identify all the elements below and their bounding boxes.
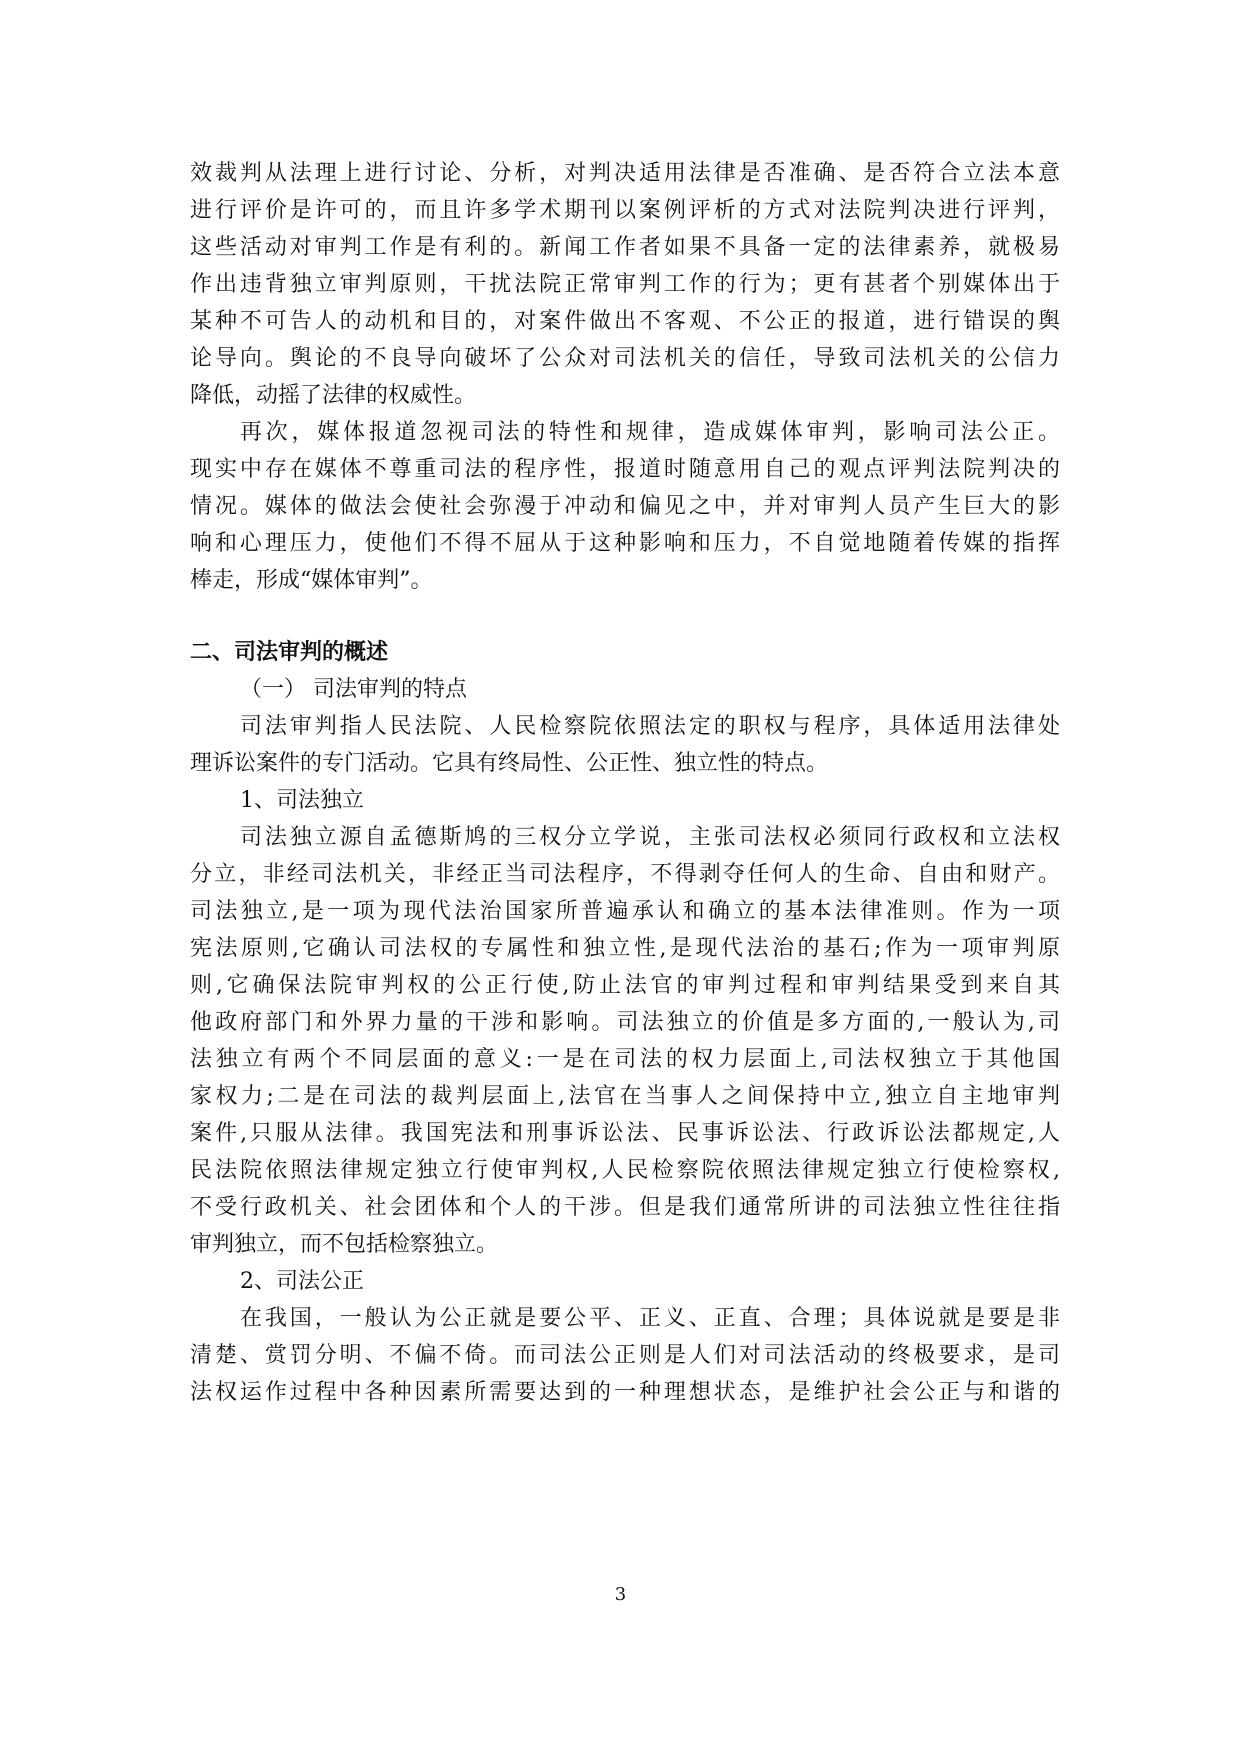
text-line: 司法独立,是一项为现代法治国家所普遍承认和确立的基本法律准则。作为一项 [190, 899, 1060, 924]
text-line: 情况。媒体的做法会使社会弥漫于冲动和偏见之中，并对审判人员产生巨大的影 [190, 494, 1060, 519]
text-line: 进行评价是许可的，而且许多学术期刊以案例评析的方式对法院判决进行评判， [190, 198, 1060, 223]
text-line: 清楚、赏罚分明、不偏不倚。而司法公正则是人们对司法活动的终极要求，是司 [190, 1343, 1060, 1368]
document-body [190, 155, 1060, 1411]
text-line: 法权运作过程中各种因素所需要达到的一种理想状态，是维护社会公正与和谐的 [190, 1380, 1060, 1405]
text-line: 司法审判指人民法院、人民检察院依照法定的职权与程序，具体适用法律处 [240, 714, 1060, 739]
text-line: 某种不可告人的动机和目的，对案件做出不客观、不公正的报道，进行错误的舆 [190, 309, 1060, 334]
text-line: 司法独立源自孟德斯鸠的三权分立学说，主张司法权必须同行政权和立法权 [240, 825, 1060, 850]
page-number: 3 [614, 1584, 627, 1605]
text-line: 论导向。舆论的不良导向破坏了公众对司法机关的信任，导致司法机关的公信力 [190, 346, 1060, 371]
item-heading-judicial-fairness: 2、司法公正 [240, 1269, 364, 1294]
paragraph-5 [190, 1300, 1060, 1411]
paragraph-3 [190, 708, 1060, 782]
text-line: 现实中存在媒体不尊重司法的程序性，报道时随意用自己的观点评判法院判决的 [190, 457, 1060, 482]
text-line: 审判独立，而不包括检察独立。 [190, 1232, 499, 1257]
text-line: 效裁判从法理上进行讨论、分析，对判决适用法律是否准确、是否符合立法本意 [190, 161, 1060, 186]
paragraph-1 [190, 155, 1060, 414]
text-line: 降低，动摇了法律的权威性。 [190, 383, 477, 408]
text-line: 民法院依照法律规定独立行使审判权,人民检察院依照法律规定独立行使检察权, [190, 1158, 1060, 1183]
paragraph-4 [190, 819, 1060, 1263]
text-line: 分立，非经司法机关，非经正当司法程序，不得剥夺任何人的生命、自由和财产。 [190, 862, 1060, 887]
text-line: 响和心理压力，使他们不得不屈从于这种影响和压力，不自觉地随着传媒的指挥 [190, 531, 1060, 556]
text-line: 案件,只服从法律。我国宪法和刑事诉讼法、民事诉讼法、行政诉讼法都规定,人 [190, 1121, 1060, 1146]
section-heading: 二、司法审判的概述 [190, 640, 389, 665]
text-line: 在我国，一般认为公正就是要公平、正义、正直、合理；具体说就是要是非 [240, 1306, 1060, 1331]
text-line: 作出违背独立审判原则，干扰法院正常审判工作的行为；更有甚者个别媒体出于 [190, 272, 1060, 297]
text-line: 家权力;二是在司法的裁判层面上,法官在当事人之间保持中立,独立自主地审判 [190, 1084, 1060, 1109]
text-line: 不受行政机关、社会团体和个人的干涉。但是我们通常所讲的司法独立性往往指 [190, 1195, 1060, 1220]
item-heading-judicial-independence: 1、司法独立 [240, 788, 364, 813]
text-line: 这些活动对审判工作是有利的。新闻工作者如果不具备一定的法律素养，就极易 [190, 235, 1060, 260]
subsection-heading: （一） 司法审判的特点 [240, 677, 467, 702]
text-line: 棒走，形成“媒体审判”。 [190, 568, 433, 593]
paragraph-2 [190, 414, 1060, 599]
section-spacer [190, 599, 1060, 634]
text-line: 宪法原则,它确认司法权的专属性和独立性,是现代法治的基石;作为一项审判原 [190, 936, 1060, 961]
text-line: 法独立有两个不同层面的意义:一是在司法的权力层面上,司法权独立于其他国 [190, 1047, 1060, 1072]
text-line: 他政府部门和外界力量的干涉和影响。司法独立的价值是多方面的,一般认为,司 [190, 1010, 1060, 1035]
text-line: 则,它确保法院审判权的公正行使,防止法官的审判过程和审判结果受到来自其 [190, 973, 1060, 998]
text-line: 再次，媒体报道忽视司法的特性和规律，造成媒体审判，影响司法公正。 [240, 420, 1060, 445]
text-line: 理诉讼案件的专门活动。它具有终局性、公正性、独立性的特点。 [190, 751, 829, 776]
